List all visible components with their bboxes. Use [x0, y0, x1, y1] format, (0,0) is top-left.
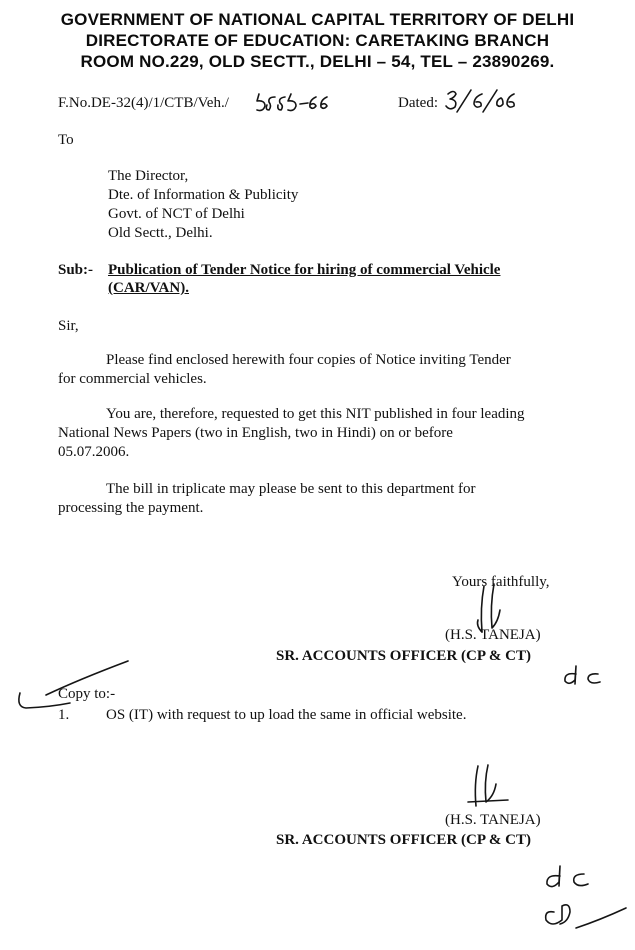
paragraph-2-line-1: You are, therefore, requested to get this NIT published in four leading — [106, 406, 525, 422]
paragraph-2-line-2: National News Papers (two in English, two in Hindi) on or before — [58, 425, 453, 441]
initials-2 — [540, 862, 630, 942]
copy-to-label: Copy to:- — [58, 686, 116, 702]
subject-label: Sub:- — [58, 262, 94, 278]
subject-line-2: (CAR/VAN). — [108, 280, 189, 296]
paragraph-3-line-2: processing the payment. — [58, 500, 204, 516]
closing: Yours faithfully, — [452, 574, 550, 590]
signature-2 — [462, 762, 517, 812]
address-line-1: The Director, — [108, 168, 189, 184]
address-line-4: Old Sectt., Delhi. — [108, 225, 213, 241]
signatory-2-name: (H.S. TANEJA) — [445, 812, 541, 828]
initials-1 — [560, 664, 610, 690]
address-line-2: Dte. of Information & Publicity — [108, 187, 299, 203]
file-number-handwritten — [255, 88, 335, 118]
signatory-2-designation: SR. ACCOUNTS OFFICER (CP & CT) — [276, 832, 532, 848]
copy-to-item-number: 1. — [58, 707, 70, 723]
to-label: To — [58, 132, 74, 148]
subject-line-1: Publication of Tender Notice for hiring of commercial Vehicle — [108, 262, 501, 278]
salutation: Sir, — [58, 318, 79, 334]
dated-handwritten — [445, 86, 520, 118]
copy-to-item-text: OS (IT) with request to up load the same in official website. — [106, 707, 467, 723]
letterhead-line-1: GOVERNMENT OF NATIONAL CAPITAL TERRITORY OF DELHI — [60, 10, 575, 29]
letterhead-line-2: DIRECTORATE OF EDUCATION: CARETAKING BRANCH — [85, 31, 550, 50]
dated-label: Dated: — [398, 95, 438, 111]
signatory-designation: SR. ACCOUNTS OFFICER (CP & CT) — [276, 648, 532, 664]
address-line-3: Govt. of NCT of Delhi — [108, 206, 245, 222]
paragraph-2-line-3: 05.07.2006. — [58, 444, 130, 460]
signatory-name: (H.S. TANEJA) — [445, 627, 541, 643]
letterhead-line-3: ROOM NO.229, OLD SECTT., DELHI – 54, TEL – 23890269. — [80, 52, 555, 71]
paragraph-1-line-1: Please find enclosed herewith four copies of Notice inviting Tender — [106, 352, 511, 368]
paragraph-1-line-2: for commercial vehicles. — [58, 371, 207, 387]
file-number-label: F.No.DE-32(4)/1/CTB/Veh./ — [58, 95, 229, 111]
paragraph-3-line-1: The bill in triplicate may please be sent to this department for — [106, 481, 476, 497]
